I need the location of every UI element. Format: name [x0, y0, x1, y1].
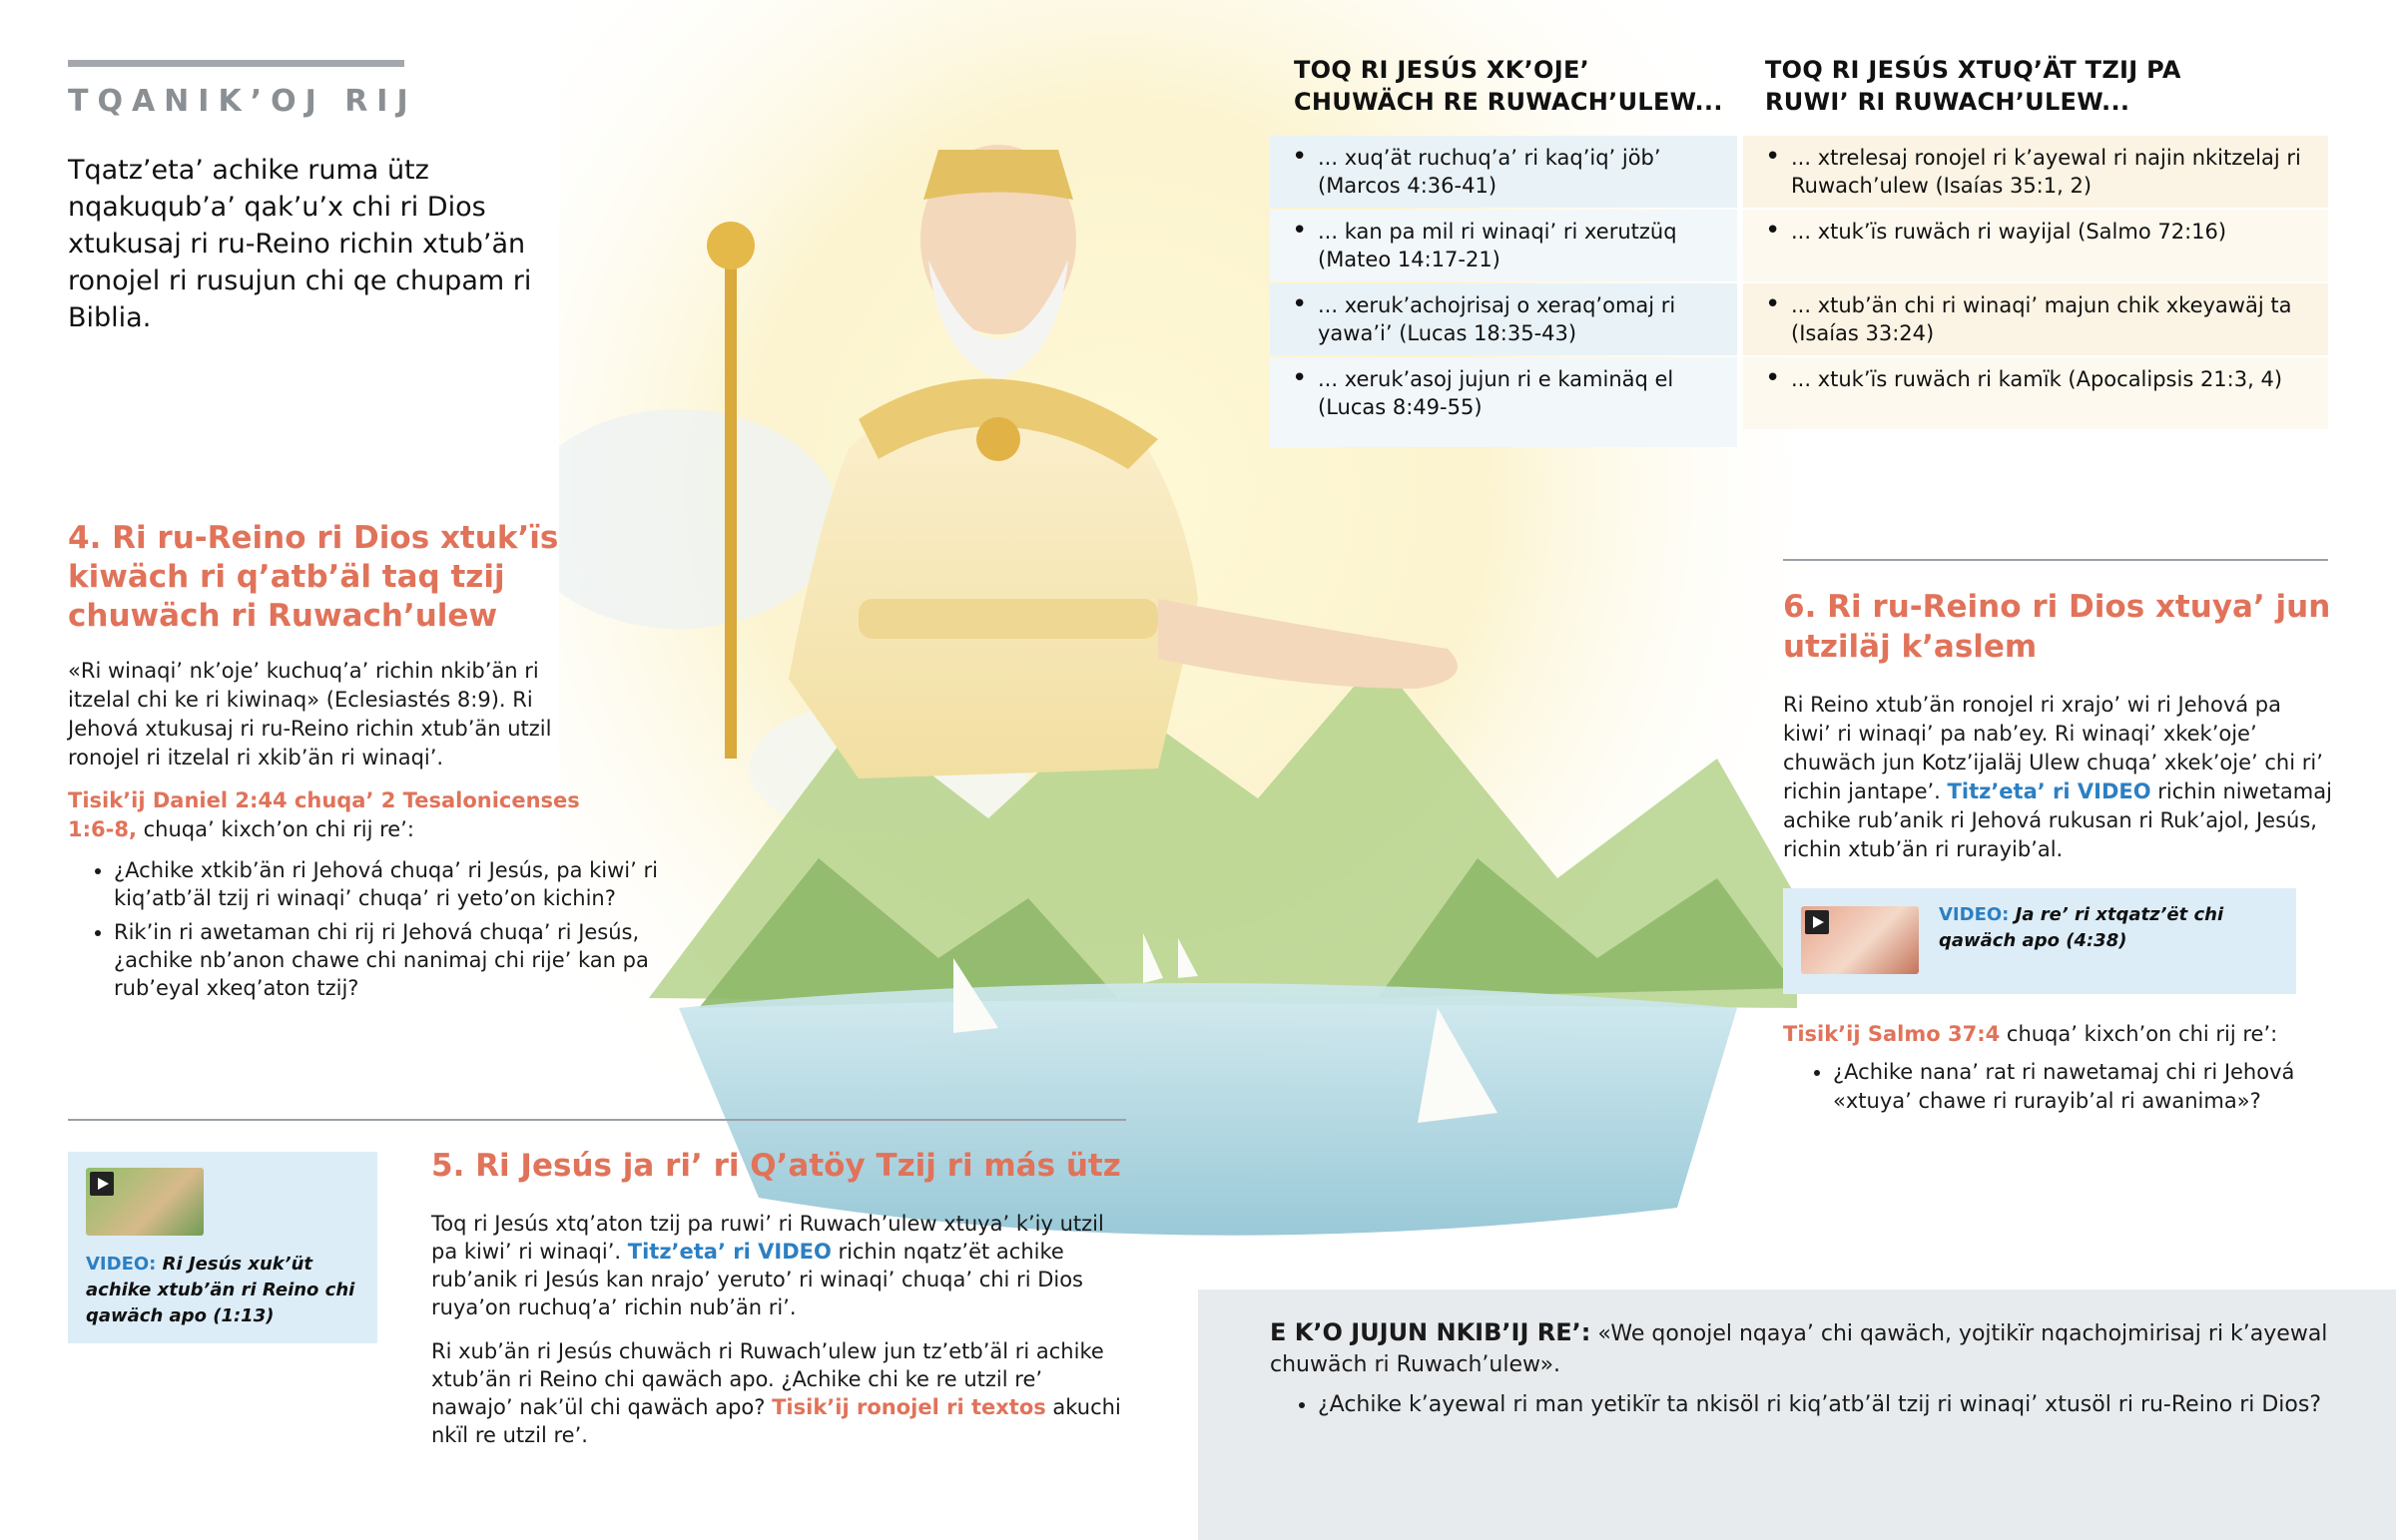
section-5-heading: 5. Ri Jesús ja ri’ ri Q’atöy Tzij ri más ütz	[431, 1148, 1121, 1184]
summary-lead: E K’O JUJUN NKIB’IJ RE’:	[1270, 1318, 1591, 1346]
table-1-header: TOQ RI JESÚS XK’OJE’ CHUWÄCH RE RUWACH’ULEW...	[1294, 56, 1723, 116]
section-6-body: Ri Reino xtub’än ronojel ri xrajo’ wi ri Jehová pa kiwi’ ri winaqi’ pa nab’ey. Ri winaqi’ xkek’oje’ chuwäch jun Kotz’ijaläj Ulew chuqa’ xkek’oje’ chi ri’ richin jantape’. Titz’eta’ ri VIDEO richin niwetamaj achike rub’anik ri Jehová rukusan ri Ruk’ajol, Jesús, richin xtub’än ri rurayib’al.	[1783, 693, 2332, 861]
video-link[interactable]: Titz’eta’ ri VIDEO	[627, 1240, 832, 1264]
section-6-reading: Tisik’ij Salmo 37:4 chuqa’ kixch’on chi rij re’:	[1783, 1022, 2278, 1046]
section-4-questions	[90, 856, 673, 1008]
section-divider	[1783, 559, 2328, 561]
video-thumbnail[interactable]	[86, 1168, 204, 1236]
section-4-heading: 4. Ri ru-Reino ri Dios xtuk’ïs kiwäch ri q’atb’äl taq tzij chuwäch ri Ruwach’ulew	[68, 520, 559, 634]
table-2-row: • ... xtuk’ïs ruwäch ri wayijal (Salmo 72:16)	[1743, 210, 2328, 281]
intro-text: Tqatz’eta’ achike ruma ütz nqakuqub’a’ qak’u’x chi ri Dios xtukusaj ri ru-Reino richin xtub’än ronojel ri rusujun chi qe chupam ri Biblia.	[68, 155, 532, 333]
table-2-row: • ... xtub’än chi ri winaqi’ majun chik xkeyawäj ta (Isaías 33:24)	[1743, 283, 2328, 355]
play-icon[interactable]	[1805, 910, 1829, 934]
table-2-row: • ... xtuk’ïs ruwäch ri kamïk (Apocalipsis 21:3, 4)	[1743, 357, 2328, 429]
table-1-row: • ... xeruk’asoj jujun ri e kaminäq el (Lucas 8:49-55)	[1270, 357, 1737, 447]
section-divider	[68, 1119, 1126, 1121]
table-2-row: • ... xtrelesaj ronojel ri k’ayewal ri najin nkitzelaj ri Ruwach’ulew (Isaías 35:1, 2)	[1743, 136, 2328, 208]
summary-question	[1294, 1389, 2356, 1420]
section-6-heading: 6. Ri ru-Reino ri Dios xtuya’ jun utziläj k’aslem	[1783, 589, 2331, 665]
summary-quote: E K’O JUJUN NKIB’IJ RE’: «We qonojel nqaya’ chi qawäch, yojtikïr nqachojmirisaj ri k’ayewal chuwäch ri Ruwach’ulew».	[1270, 1318, 2328, 1377]
section-5-paragraph-2: Ri xub’än ri Jesús chuwäch ri Ruwach’ulew jun tz’etb’äl ri achike xtub’än ri Reino chi qawäch apo. ¿Achike chi ke re utzil re’ nawajo’ nak’ül chi qawäch apo? Tisik’ij ronojel ri textos akuchi nkïl re utzil re’.	[431, 1339, 1121, 1447]
question-item: • ¿Achike nana’ rat ri nawetamaj chi ri Jehová «xtuya’ chawe ri rurayib’al ri awanima»?	[1833, 1058, 2352, 1116]
section-4-reading: Tisik’ij Daniel 2:44 chuqa’ 2 Tesalonicenses 1:6-8, chuqa’ kixch’on chi rij re’:	[68, 788, 580, 841]
table-1-row: • ... xeruk’achojrisaj o xeraq’omaj ri yawa’i’ (Lucas 18:35-43)	[1270, 283, 1737, 355]
video-thumbnail[interactable]	[1801, 906, 1919, 974]
table-1-row: • ... kan pa mil ri winaqi’ ri xerutzüq (Mateo 14:17-21)	[1270, 210, 1737, 281]
scripture-link[interactable]: Tisik’ij Daniel 2:44 chuqa’ 2 Tesalonicenses 1:6-8,	[68, 788, 580, 841]
table-1-row: • ... xuq’ät ruchuq’a’ ri kaq’iq’ jöb’ (Marcos 4:36-41)	[1270, 136, 1737, 208]
question-item: • ¿Achike xtkib’än ri Jehová chuqa’ ri Jesús, pa kiwi’ ri kiq’atb’äl tzij ri winaqi’ chuqa’ ri yeto’on kichin?	[114, 856, 673, 912]
play-icon[interactable]	[90, 1172, 114, 1196]
section-5-paragraph-1: Toq ri Jesús xtq’aton tzij pa ruwi’ ri Ruwach’ulew xtuya’ k’iy utzil pa kiwi’ ri winaqi’. Titz’eta’ ri VIDEO richin nqatz’ët achike rub’anik ri Jesús kan nrajo’ yeruto’ ri winaqi’ chuqa’ chi ri Dios ruya’on ruchuq’a’ richin nub’än ri’.	[431, 1212, 1104, 1319]
question-item: • ¿Achike k’ayewal ri man yetikïr ta nkisöl ri kiq’atb’äl tzij ri winaqi’ xtusöl ri ru-Reino ri Dios?	[1318, 1389, 2356, 1420]
video-caption[interactable]: VIDEO: Ja re’ ri xtqatz’ët chi qawäch apo (4:38)	[1939, 904, 2224, 951]
eyebrow-rule	[68, 60, 404, 67]
section-4-body: «Ri winaqi’ nk’oje’ kuchuq’a’ richin nkib’än ri itzelal chi ke ri kiwinaq» (Eclesiastés 8:9). Ri Jehová xtukusaj ri ru-Reino richin xtub’än utzil ronojel ri itzelal ri xkib’än ri winaqi’.	[68, 659, 552, 770]
video-caption[interactable]: VIDEO: Ri Jesús xuk’üt achike xtub’än ri Reino chi qawäch apo (1:13)	[86, 1254, 355, 1326]
question-item: • Rik’in ri awetaman chi rij ri Jehová chuqa’ ri Jesús, ¿achike nb’anon chawe chi nanimaj chi rije’ kan pa rub’eyal xkeq’aton tzij?	[114, 918, 673, 1002]
texts-link[interactable]: Tisik’ij ronojel ri textos	[772, 1395, 1046, 1419]
table-2-header: TOQ RI JESÚS XTUQ’ÄT TZIJ PA RUWI’ RI RUWACH’ULEW...	[1765, 56, 2181, 116]
video-link[interactable]: Titz’eta’ ri VIDEO	[1947, 779, 2151, 803]
video-card[interactable]	[68, 1152, 377, 1343]
scripture-link[interactable]: Tisik’ij Salmo 37:4	[1783, 1022, 2001, 1046]
lesson-eyebrow: TQANIK’OJ RIJ	[68, 84, 417, 119]
video-card[interactable]	[1783, 888, 2296, 994]
section-6-questions	[1809, 1058, 2352, 1116]
